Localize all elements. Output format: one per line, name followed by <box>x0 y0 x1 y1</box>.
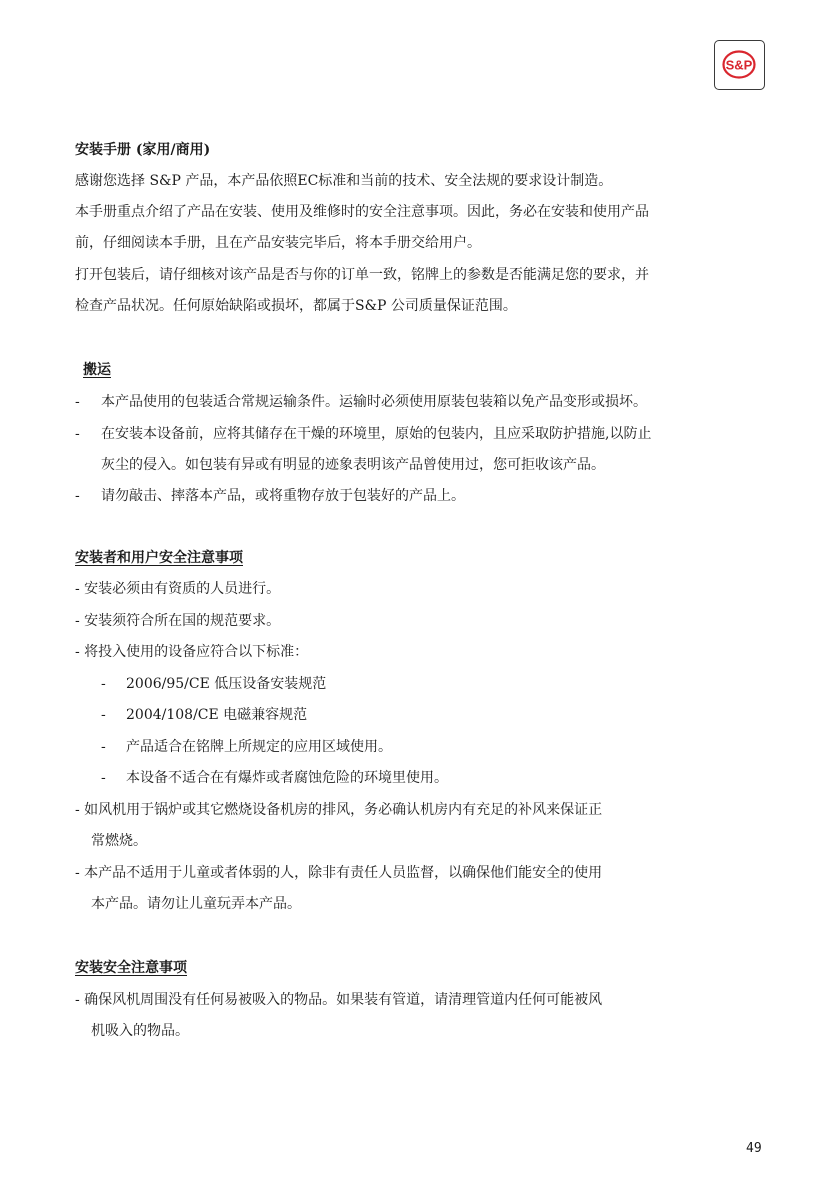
safety-item-cont: 本产品。请勿让儿童玩弄本产品。 <box>91 896 301 912</box>
safety-item: - 安装必须由有资质的人员进行。 <box>75 581 281 597</box>
intro-line: 感谢您选择 S&P 产品，本产品依照EC标准和当前的技术、安全法规的要求设计制造。 <box>75 173 613 189</box>
list-dash: - <box>75 426 80 442</box>
safety-heading: 安装者和用户安全注意事项 <box>75 550 243 566</box>
install-safety-item-cont: 机吸入的物品。 <box>91 1023 189 1039</box>
intro-line: 本手册重点介绍了产品在安装、使用及维修时的安全注意事项。因此，务必在安装和使用产品 <box>75 204 649 220</box>
safety-item: - 将投入使用的设备应符合以下标准： <box>75 644 309 660</box>
install-safety-item: - 确保风机周围没有任何易被吸入的物品。如果装有管道，请清理管道内任何可能被风 <box>75 992 603 1008</box>
intro-line: 打开包装后，请仔细核对该产品是否与你的订单一致，铭牌上的参数是否能满足您的要求，并 <box>75 267 649 283</box>
transport-item: 在安装本设备前，应将其储存在干燥的环境里，原始的包装内，且应采取防护措施,以防止 <box>101 426 652 442</box>
logo-text: S&P <box>725 57 753 73</box>
list-dash: - <box>101 707 106 723</box>
standard-item: 2006/95/CE 低压设备安装规范 <box>126 676 327 692</box>
page-title: 安装手册 (家用/商用) <box>75 142 211 158</box>
page-number: 49 <box>746 1141 762 1156</box>
standard-item: 2004/108/CE 电磁兼容规范 <box>126 707 308 723</box>
list-dash: - <box>75 488 80 504</box>
safety-item: - 本产品不适用于儿童或者体弱的人，除非有责任人员监督，以确保他们能安全的使用 <box>75 865 603 881</box>
list-dash: - <box>101 676 106 692</box>
brand-logo <box>714 40 765 90</box>
safety-item: - 如风机用于锅炉或其它燃烧设备机房的排风，务必确认机房内有充足的补风来保证正 <box>75 802 603 818</box>
safety-item: - 安装须符合所在国的规范要求。 <box>75 613 281 629</box>
standard-item: 产品适合在铭牌上所规定的应用区域使用。 <box>126 739 392 755</box>
transport-item: 请勿敲击、摔落本产品，或将重物存放于包装好的产品上。 <box>101 488 465 504</box>
intro-line: 前，仔细阅读本手册，且在产品安装完毕后，将本手册交给用户。 <box>75 235 481 251</box>
list-dash: - <box>101 770 106 786</box>
safety-item-cont: 常燃烧。 <box>91 833 147 849</box>
transport-item-cont: 灰尘的侵入。如包装有异或有明显的迹象表明该产品曾使用过，您可拒收该产品。 <box>101 457 605 473</box>
list-dash: - <box>101 739 106 755</box>
transport-heading: 搬运 <box>83 362 111 378</box>
transport-item: 本产品使用的包装适合常规运输条件。运输时必须使用原装包装箱以免产品变形或损坏。 <box>101 394 647 410</box>
list-dash: - <box>75 394 80 410</box>
intro-line: 检查产品状况。任何原始缺陷或损坏，都属于S&P 公司质量保证范围。 <box>75 298 517 314</box>
logo-mark <box>715 41 763 88</box>
standard-item: 本设备不适合在有爆炸或者腐蚀危险的环境里使用。 <box>126 770 448 786</box>
install-safety-heading: 安装安全注意事项 <box>75 960 187 976</box>
